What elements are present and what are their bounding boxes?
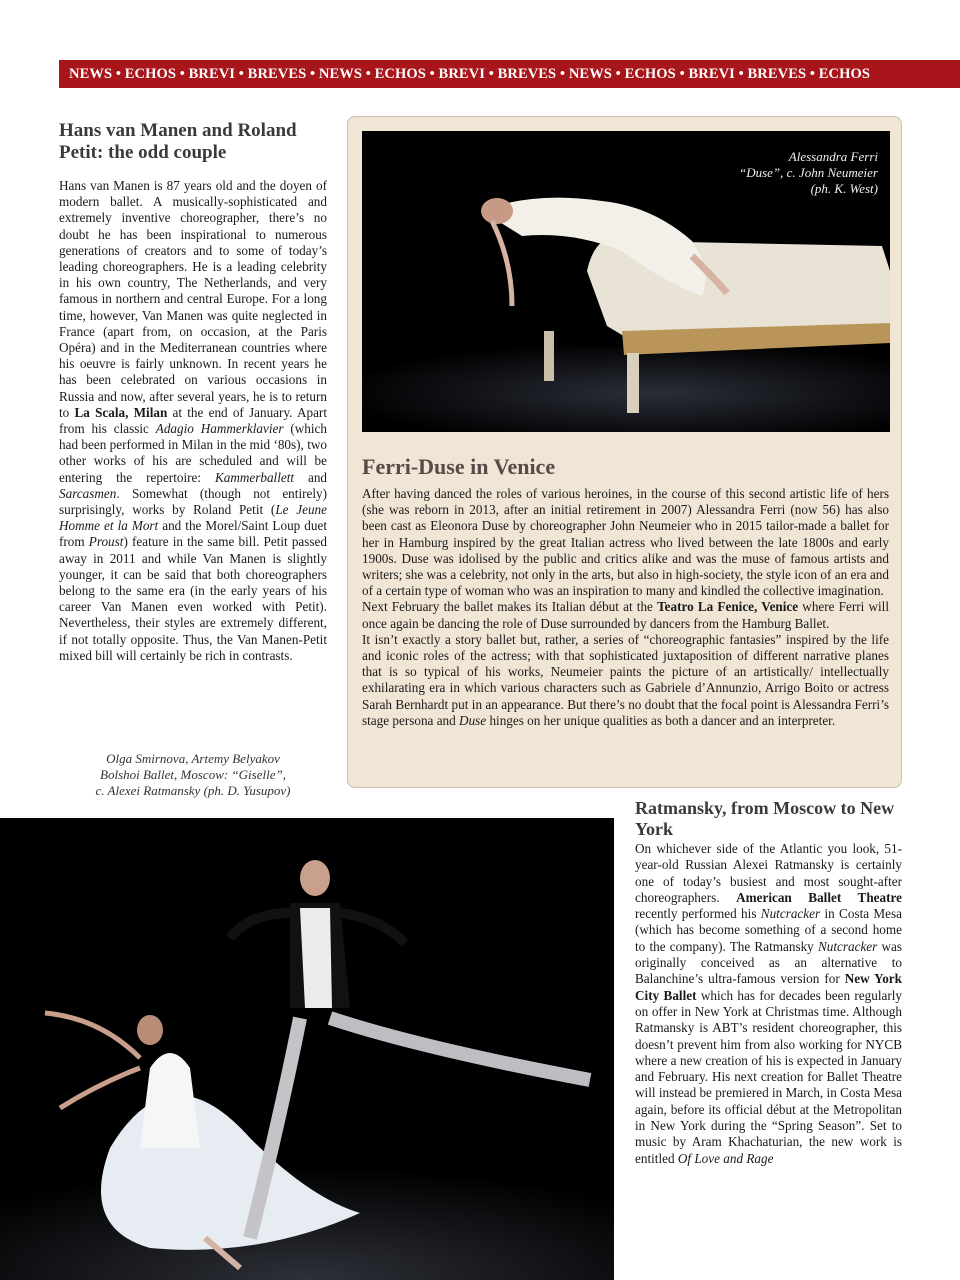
text-run-bold: American Ballet Theatre — [736, 889, 902, 905]
paragraph — [362, 632, 889, 729]
text-run: where Ferri will once again be dancing the role of Duse surrounded by dancers from the Hamburg Ballet. — [362, 599, 889, 631]
text-run: was originally conceived as an alternative to Balanchine’s ultra-famous version for — [635, 938, 902, 987]
giselle-photo-illustration — [0, 818, 614, 1280]
text-run: Hans van Manen is 87 years old and the doyen of modern ballet. A musically-sophisticated and extremely inventive choreographer, there’s no doubt he has been inspirational to numerous generations of creators and to some of today’s leading choreographers. He is a leading celebrity in his own country, The Netherlands, and very famous in northern and central Europe. For a long time, however, Van Manen was quite neglected in France (apart from, on occasion, at the Paris Opéra) and in the Mediterranean countries where his oeuvre is fairly unknown. In recent years he has been celebrated on various occasions in Russia and now, after several years, he is to return to — [59, 178, 327, 420]
text-run: which has for decades been regularly on offer in New York at Christmas time. Although Ratmansky is ABT’s resident choreographer, this doesn’t prevent him from also working for NYCB where a new creation of his is expected in January and February. His next creation for Ballet Theatre will instead be premiered in March, in Costa Mesa again, before its official début at the Metropolitan in New York during the “Spring Season”. Set to music by Aram Khachaturian, the new work is entitled — [635, 987, 902, 1166]
work-title: Nutcracker — [760, 906, 821, 922]
text-run: Next February the ballet makes its Italian début at the — [362, 599, 658, 615]
text-run: at the end of January. Apart from his classic — [59, 404, 327, 437]
work-title: Le Jeune Homme et la Mort — [59, 502, 327, 534]
text-run: hinges on her unique qualities as both a dancer and an interpreter. — [486, 712, 836, 728]
paragraph — [362, 599, 889, 631]
ferri-article-box — [347, 116, 902, 788]
work-title: Kammerballett — [214, 469, 295, 485]
article-manen-body — [59, 178, 327, 664]
text-run: recently performed his — [635, 906, 761, 922]
ferri-photo-caption — [739, 149, 878, 197]
work-title: Nutcracker — [817, 938, 878, 954]
ferri-article-title: Ferri-Duse in Venice — [362, 454, 556, 479]
ferri-article-body — [362, 486, 889, 729]
giselle-photo — [0, 818, 614, 1280]
text-run: ) feature in the same bill. Petit passed away in 2011 and while Van Manen is slightly younger, it can be said that both choreographers belong to the same era (in the early years of his career Van Manen even worked with Petit). Nevertheless, their styles are extremely different, if not totally opposite. Thus, the Van Manen-Petit mixed bill will certainly be rich in contrasts. — [59, 534, 327, 663]
text-run: (which had been performed in Milan in the mid ‘80s), two other works of his are scheduled and will be entering the repertoire: — [59, 421, 328, 485]
work-title: Of Love and Rage — [677, 1150, 774, 1166]
section-banner: NEWS • ECHOS • BREVI • BREVES • NEWS • ECHOS • BREVI • BREVES • NEWS • ECHOS • BREVI • BREVES • ECHOS — [59, 60, 960, 88]
caption-line: (ph. K. West) — [810, 181, 878, 196]
caption-line: “Duse”, c. John Neumeier — [738, 165, 878, 180]
text-run: On whichever side of the Atlantic you look, 51-year-old Russian Alexei Ratmansky is certainly one of today’s busiest and most sought-after choreographers. — [635, 841, 902, 905]
text-run: . Somewhat (though not entirely) surprisingly, works by Roland Petit ( — [59, 485, 327, 518]
text-run: and — [294, 469, 328, 485]
giselle-photo-caption — [59, 751, 327, 799]
text-run-bold: New York City Ballet — [635, 971, 902, 1003]
paragraph: After having danced the roles of various heroines, in the course of this second artistic life of hers (she was reborn in 2013, after an initial retirement in 2007) Alessandra Ferri (now 56) has also been cast as Eleonora Duse by choreographer John Neumeier who in 2015 tailor-made a ballet for her in Hamburg inspired by the great Italian actress who lived between the late 1800s and early 1900s. Duse was idolised by the public and critics alike and was the muse of famous artists and writers; she was a celebrity, not only in the arts, but also in high-society, the style icon of an era and of a certain type of woman who was an inspiration to many and kindled the collective imagination. — [362, 486, 889, 599]
text-run: It isn’t exactly a story ballet but, rather, a series of “choreographic fantasies” inspired by the life and iconic roles of the actress; with that sophisticated juxtaposition of different narrative planes that is so typical of his works, Neumeier paints the picture of an artistically/ intellectually exhilarating era in which various characters such as Gabriele d’Annunzio, Arrigo Boito or actress Sarah Bernhardt put in an appearance. But there’s no doubt that the focal point is Alessandra Ferri’s stage persona and — [362, 631, 889, 728]
article-ratmansky-title: Ratmansky, from Moscow to New York — [635, 798, 895, 839]
text-run-bold: La Scala, Milan — [74, 404, 168, 420]
text-run: in Costa Mesa (which has become something of a second home to the company). The Ratmansky — [635, 906, 902, 954]
article-manen-title: Hans van Manen and Roland Petit: the odd couple — [59, 120, 297, 163]
article-ratmansky-body — [635, 841, 902, 1167]
text-run: and the Morel/Saint Loup duet from — [59, 518, 327, 550]
ferri-duse-photo — [362, 131, 890, 432]
work-title: Duse — [459, 712, 487, 728]
article-ratmansky — [635, 798, 902, 1167]
article-manen — [59, 120, 327, 664]
work-title: Sarcasmen — [59, 485, 117, 501]
text-run-bold: Teatro La Fenice, Venice — [657, 599, 799, 615]
work-title: Adagio Hammerklavier — [155, 421, 284, 437]
caption-line: Alessandra Ferri — [788, 149, 878, 164]
caption-line: Olga Smirnova, Artemy Belyakov — [106, 751, 280, 766]
caption-line: Bolshoi Ballet, Moscow: “Giselle”, — [100, 767, 286, 782]
work-title: Proust — [88, 534, 124, 550]
caption-line: c. Alexei Ratmansky (ph. D. Yusupov) — [95, 783, 291, 798]
